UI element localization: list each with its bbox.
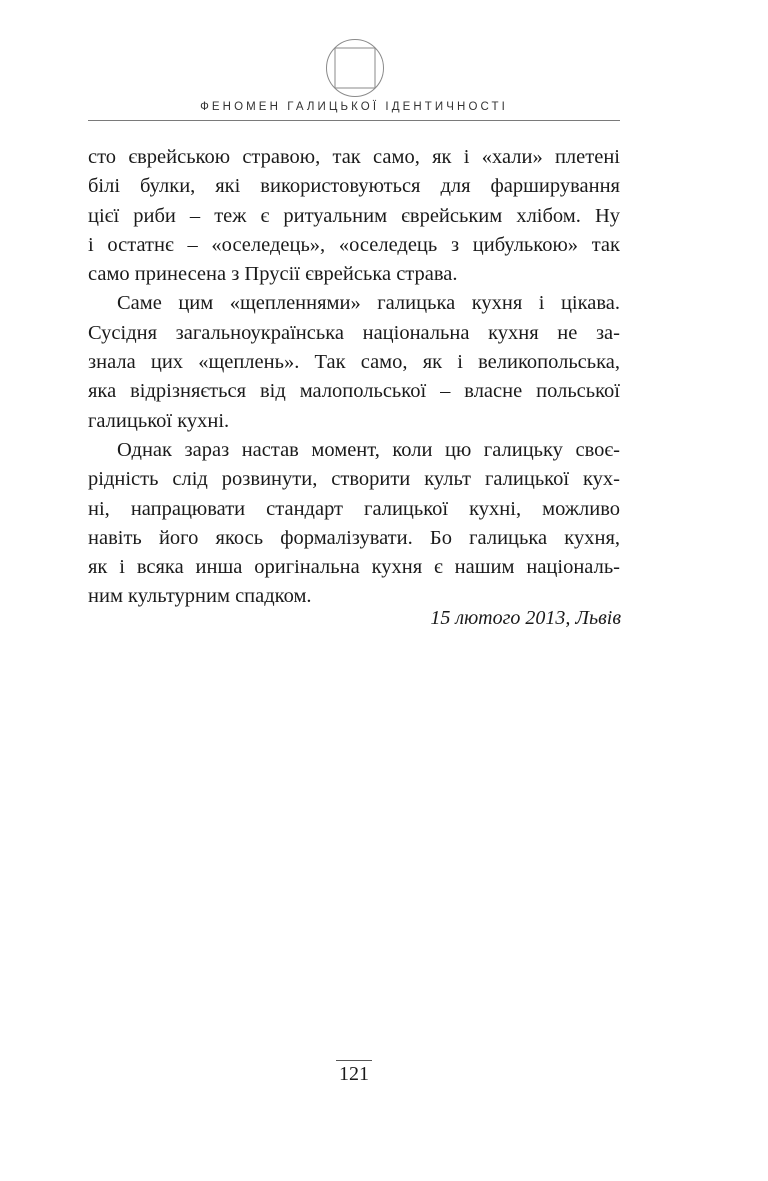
circle-square-emblem-icon — [325, 38, 385, 98]
text-line: білі булки, які використовуються для фарширування — [88, 175, 620, 198]
running-header-title: ФЕНОМЕН ГАЛИЦЬКОЇ ІДЕНТИЧНОСТІ — [200, 101, 508, 113]
text-line: сто єврейською стравою, так само, як і «хали» плетені — [88, 146, 620, 168]
paragraph-2 — [88, 289, 620, 435]
text-line: яка відрізняється від малопольської – власне польської — [88, 380, 620, 403]
paragraph-3 — [88, 436, 620, 612]
date-signature: 15 лютого 2013, Львів — [430, 607, 621, 629]
text-line: галицької кухні. — [88, 409, 230, 432]
text-line: знала цих «щеплень». Так само, як і великопольська, — [88, 351, 620, 374]
text-line: само принесена з Прусії єврейська страва. — [88, 263, 458, 286]
text-line: Сусідня загальноукраїнська національна кухня не за- — [88, 321, 620, 344]
text-line: ні, напрацювати стандарт галицької кухні, можливо — [88, 497, 620, 520]
page-body — [88, 143, 620, 612]
text-line: рідність слід розвинути, створити культ галицької кух- — [88, 468, 620, 491]
text-line: і остатнє – «оселедець», «оселедець з цибулькою» так — [88, 233, 620, 256]
header-rule — [88, 120, 620, 121]
text-line: ним культурним спадком. — [88, 585, 312, 608]
paragraph-1 — [88, 143, 620, 289]
page-number: 121 — [336, 1060, 372, 1086]
text-line: Саме цим «щепленнями» галицька кухня і цікава. — [117, 292, 620, 315]
text-line: як і всяка инша оригінальна кухня є нашим національ- — [88, 556, 620, 579]
text-line: Однак зараз настав момент, коли цю галицьку своє- — [117, 438, 620, 461]
text-line: цієї риби – теж є ритуальним єврейським хлібом. Ну — [88, 204, 620, 227]
text-line: навіть його якось формалізувати. Бо галицька кухня, — [88, 526, 620, 549]
